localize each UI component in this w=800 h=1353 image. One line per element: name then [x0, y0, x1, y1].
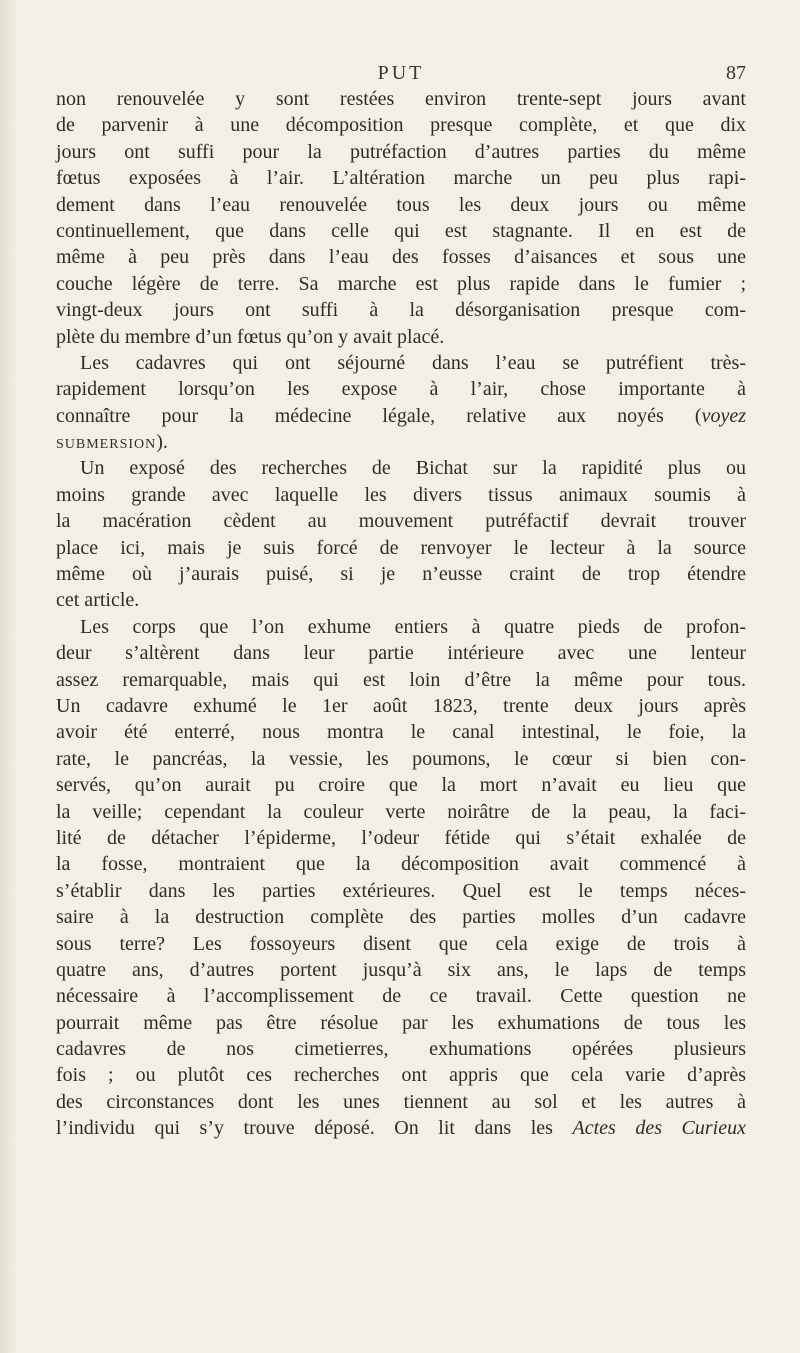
italic-text: voyez: [701, 404, 746, 427]
text-line-content: même où j’aurais puisé, si je n’eusse craint de trop étendre: [56, 563, 746, 586]
running-title: PUT: [377, 62, 425, 84]
text-line: [56, 825, 746, 851]
text-line-content: cadavres de nos cimetierres, exhumations opérées plusieurs: [56, 1038, 746, 1061]
text-line: [56, 931, 746, 957]
text-line: [56, 86, 746, 112]
text-line-content: fois ; ou plutôt ces recherches ont appris que cela varie d’après: [56, 1064, 746, 1087]
text-line: [56, 983, 746, 1009]
text-line-content: de parvenir à une décomposition presque complète, et que dix: [56, 114, 746, 137]
text-line: [56, 667, 746, 693]
text-line: [56, 139, 746, 165]
text-line: [56, 455, 746, 481]
text-line: [56, 1115, 746, 1141]
text-line: [56, 640, 746, 666]
text-line-content: connaître pour la médecine légale, relative aux noyés (: [56, 404, 702, 427]
text-line-content: Un exposé des recherches de Bichat sur la rapidité plus ou: [80, 457, 746, 480]
text-line: [56, 192, 746, 218]
text-line-content: sous terre? Les fossoyeurs disent que cela exige de trois à: [56, 932, 746, 955]
text-line: [56, 112, 746, 138]
text-line: [56, 719, 746, 745]
text-line: [56, 799, 746, 825]
text-line-content: des circonstances dont les unes tiennent au sol et les autres à: [56, 1090, 746, 1113]
text-line-content: servés, qu’on aurait pu croire que la mort n’avait eu lieu que: [56, 774, 746, 797]
text-line: [56, 1089, 746, 1115]
text-line-content: Un cadavre exhumé le 1er août 1823, trente deux jours après: [56, 694, 746, 717]
text-line-tail: ).: [156, 431, 168, 454]
text-line-content: rate, le pancréas, la vessie, les poumons, le cœur si bien con-: [56, 747, 746, 770]
text-line: [56, 904, 746, 930]
text-line-content: non renouvelée y sont restées environ trente-sept jours avant: [56, 88, 746, 110]
text-line-content: s’établir dans les parties extérieures. Quel est le temps néces-: [56, 879, 746, 902]
text-line: [56, 297, 746, 323]
text-line-content: assez remarquable, mais qui est loin d’être la même pour tous.: [56, 668, 746, 691]
text-line: [56, 403, 746, 429]
page-gutter-shadow: [0, 0, 18, 1353]
text-line: [56, 244, 746, 270]
text-line-content: quatre ans, d’autres portent jusqu’à six ans, le laps de temps: [56, 958, 746, 981]
text-line-content: la macération cèdent au mouvement putréfactif devrait trouver: [56, 510, 746, 533]
text-line: [56, 324, 746, 350]
page-number: 87: [726, 62, 746, 84]
text-line-content: l’individu qui s’y trouve déposé. On lit dans les: [56, 1117, 573, 1140]
text-line-content: la fosse, montraient que la décomposition avait commencé à: [56, 853, 746, 876]
text-line: [56, 535, 746, 561]
text-line: [56, 482, 746, 508]
text-line: [56, 746, 746, 772]
text-line-content: nécessaire à l’accomplissement de ce travail. Cette question ne: [56, 985, 746, 1008]
text-line: [56, 587, 746, 613]
text-line-content: vingt-deux jours ont suffi à la désorganisation presque com-: [56, 299, 746, 322]
text-line: [56, 1036, 746, 1062]
text-line: [56, 165, 746, 191]
text-line-content: Les corps que l’on exhume entiers à quatre pieds de profon-: [80, 615, 746, 638]
text-line: [56, 561, 746, 587]
text-line-content: deur s’altèrent dans leur partie intérieure avec une lenteur: [56, 642, 746, 665]
text-line: [56, 878, 746, 904]
italic-text: Actes des Curieux: [572, 1117, 746, 1140]
text-line-content: Les cadavres qui ont séjourné dans l’eau se putréfient très-: [80, 351, 746, 374]
text-line: [56, 1010, 746, 1036]
text-line-content: couche légère de terre. Sa marche est plus rapide dans le fumier ;: [56, 272, 746, 295]
text-line: [56, 376, 746, 402]
text-line-content: place ici, mais je suis forcé de renvoyer le lecteur à la source: [56, 536, 746, 559]
text-line-content: rapidement lorsqu’on les expose à l’air, chose importante à: [56, 378, 746, 401]
body-text: [56, 86, 746, 1142]
text-line-content: avoir été enterré, nous montra le canal intestinal, le foie, la: [56, 721, 746, 744]
text-line: [56, 693, 746, 719]
text-line-content: dement dans l’eau renouvelée tous les deux jours ou même: [56, 193, 746, 216]
text-line-content: plète du membre d’un fœtus qu’on y avait placé.: [56, 325, 445, 348]
text-line-content: jours ont suffi pour la putréfaction d’autres parties du même: [56, 140, 746, 163]
text-line: [56, 614, 746, 640]
text-line-content: cet article.: [56, 589, 140, 612]
text-line-content: continuellement, que dans celle qui est stagnante. Il en est de: [56, 219, 746, 242]
text-line-content: la veille; cependant la couleur verte noirâtre de la peau, la faci-: [56, 800, 746, 823]
text-line-content: moins grande avec laquelle les divers tissus animaux soumis à: [56, 483, 746, 506]
text-line-content: pourrait même pas être résolue par les exhumations de tous les: [56, 1011, 746, 1034]
text-line: [56, 271, 746, 297]
text-line: [56, 1062, 746, 1088]
text-line-content: même à peu près dans l’eau des fosses d’aisances et sous une: [56, 246, 746, 269]
text-line: [56, 508, 746, 534]
text-line: [56, 957, 746, 983]
smallcaps-reference: submersion: [56, 431, 157, 454]
text-line-content: fœtus exposées à l’air. L’altération marche un peu plus rapi-: [56, 167, 746, 190]
text-line: [56, 218, 746, 244]
text-line-content: saire à la destruction complète des parties molles d’un cadavre: [56, 906, 746, 929]
text-line: [56, 429, 746, 455]
text-line: [56, 350, 746, 376]
text-line: [56, 772, 746, 798]
text-line: [56, 851, 746, 877]
text-line-content: lité de détacher l’épiderme, l’odeur fétide qui s’était exhalée de: [56, 826, 746, 849]
